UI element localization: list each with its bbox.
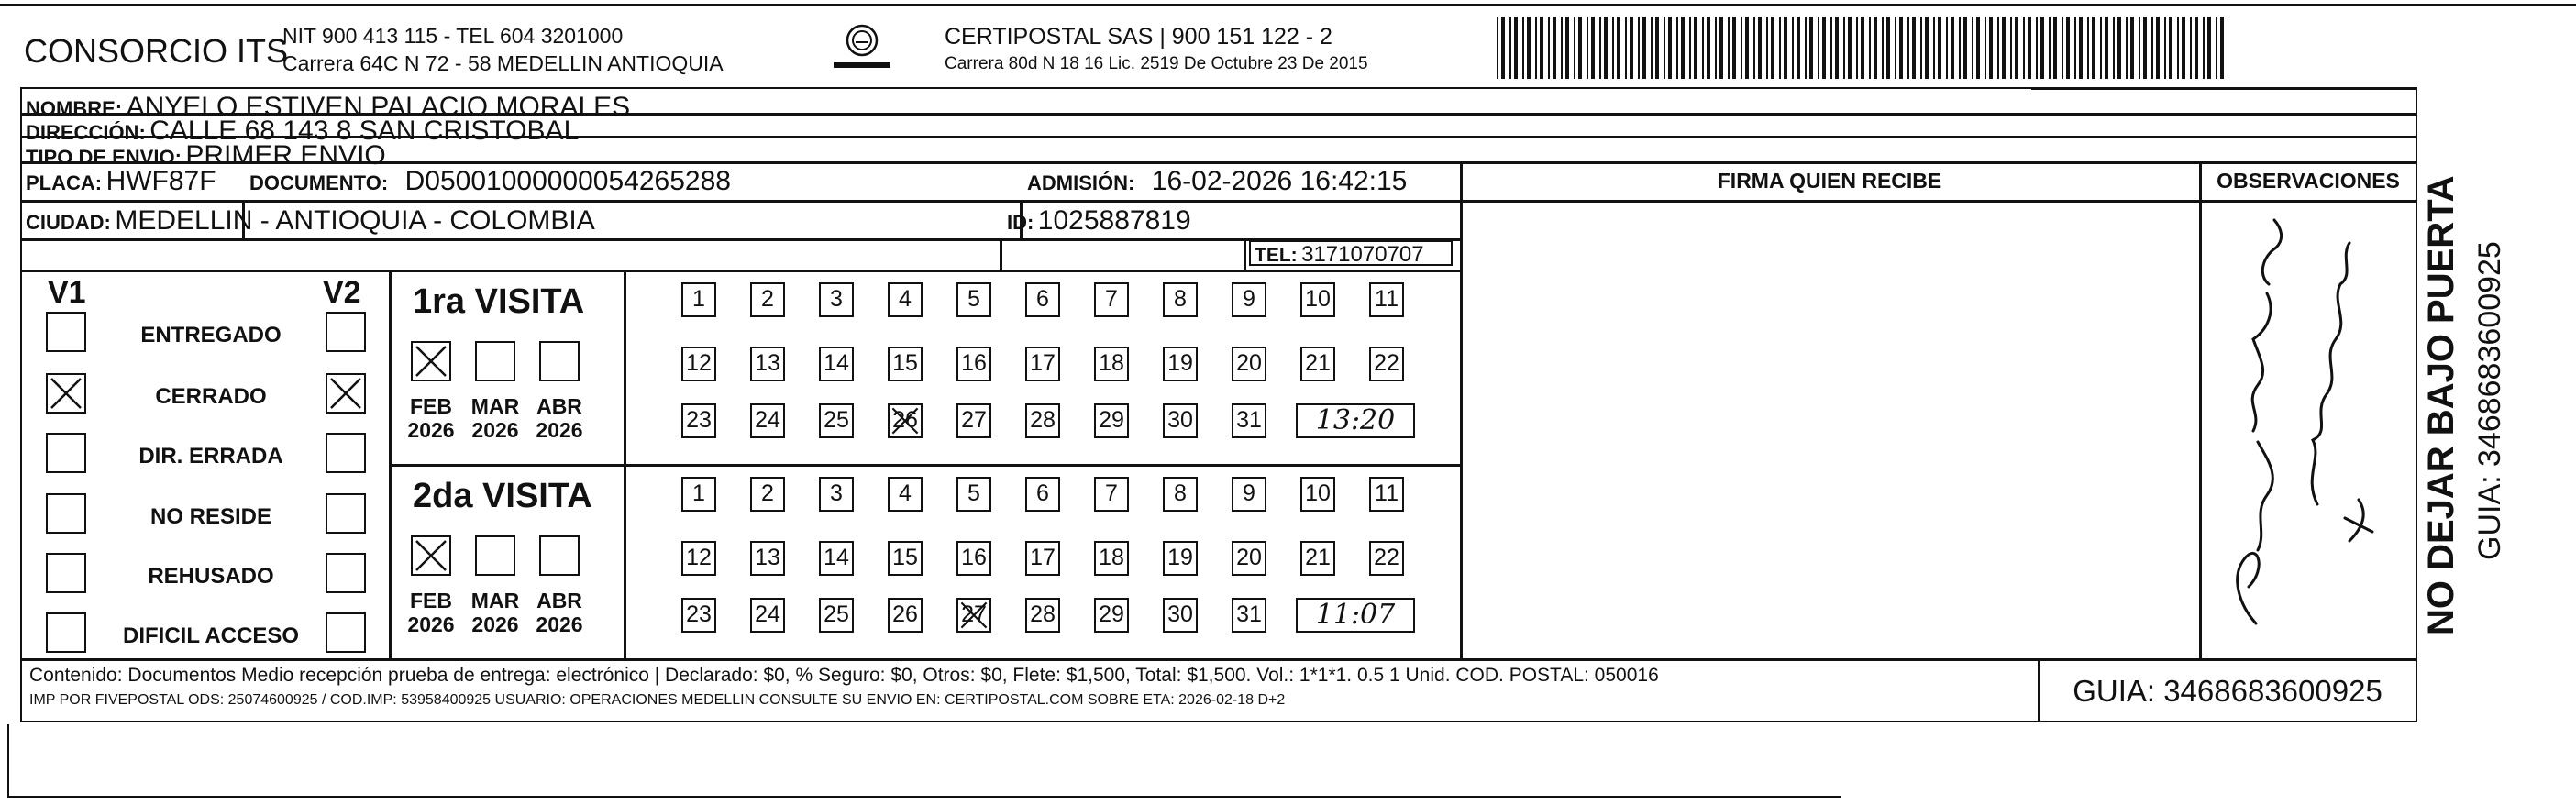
day-box[interactable]: 18	[1094, 347, 1129, 381]
day-box[interactable]: 12	[681, 347, 716, 381]
v2-checkbox[interactable]	[326, 373, 366, 414]
top-edge	[0, 4, 2576, 6]
month-label: ABR 2026	[536, 394, 583, 443]
documento-value: D05001000000054265288	[404, 166, 731, 196]
footer-contenido: Contenido: Documentos Medio recepción prueba de entrega: electrónico | Declarado: $0, % Seguro: $0, Otros: $0, Flete: $1,500, Total: $1,500. Vol.: 1*1*1. 0.5 1 Unid. COD. POSTAL: 050016	[29, 665, 1659, 686]
day-box[interactable]: 31	[1232, 403, 1266, 438]
day-box[interactable]: 30	[1163, 403, 1198, 438]
day-box[interactable]: 10	[1300, 477, 1335, 512]
v1-header: V1	[48, 275, 86, 310]
firma-header: FIRMA QUIEN RECIBE	[1717, 169, 1942, 193]
day-box[interactable]: 24	[750, 403, 785, 438]
placa-row	[26, 168, 216, 195]
day-box[interactable]: 11	[1369, 282, 1404, 317]
x-mark-icon	[48, 375, 84, 412]
month-label: ABR 2026	[536, 589, 583, 637]
day-box[interactable]: 6	[1025, 282, 1060, 317]
admision-value: 16-02-2026 16:42:15	[1151, 166, 1408, 196]
tipo-label: TIPO DE ENVIO:	[26, 146, 182, 169]
direccion-label: DIRECCIÓN:	[26, 121, 146, 144]
day-box[interactable]: 23	[681, 403, 716, 438]
day-box[interactable]: 4	[888, 282, 923, 317]
day-box[interactable]: 16	[956, 541, 991, 576]
day-box[interactable]: 19	[1163, 541, 1198, 576]
day-box[interactable]: 17	[1025, 347, 1060, 381]
v1-checkbox[interactable]	[46, 312, 86, 352]
tipo-value: PRIMER ENVIO	[185, 140, 386, 171]
footer-imp: IMP POR FIVEPOSTAL ODS: 25074600925 / COD.IMP: 53958400925 USUARIO: OPERACIONES MEDELLIN CONSULTE SU ENVIO EN: CERTIPOSTAL.COM SOBRE ETA: 2026-02-18 D+2	[29, 692, 1286, 708]
company-name: CONSORCIO ITS	[24, 32, 289, 70]
day-box[interactable]: 14	[819, 541, 854, 576]
v2-checkbox[interactable]	[326, 553, 366, 593]
visit-title: 1ra VISITA	[413, 282, 585, 321]
month-checkbox[interactable]	[475, 341, 515, 381]
handwriting-icon	[2203, 202, 2414, 655]
day-box[interactable]: 10	[1300, 282, 1335, 317]
day-box[interactable]: 17	[1025, 541, 1060, 576]
month-checkbox[interactable]	[539, 535, 580, 576]
certipostal-logo-icon	[821, 22, 903, 77]
barcode	[1497, 17, 2230, 79]
frame-top-right	[2031, 87, 2417, 90]
day-box[interactable]: 9	[1232, 477, 1266, 512]
day-box[interactable]: 24	[750, 598, 785, 633]
bottom-edge	[7, 796, 1841, 798]
placa-label: PLACA:	[26, 171, 103, 194]
placa-value: HWF87F	[105, 166, 216, 196]
v2-header: V2	[323, 275, 361, 310]
day-box[interactable]: 2	[750, 282, 785, 317]
admision-label: ADMISIÓN:	[1027, 171, 1135, 194]
day-box[interactable]: 25	[819, 598, 854, 633]
signature-area[interactable]	[1464, 202, 2195, 655]
status-label: DIFICIL ACCESO	[122, 623, 299, 648]
v2-checkbox[interactable]	[326, 312, 366, 352]
day-box[interactable]: 4	[888, 477, 923, 512]
day-box[interactable]: 28	[1025, 598, 1060, 633]
carrier-name: CERTIPOSTAL SAS | 900 151 122 - 2	[945, 24, 1332, 50]
v2-checkbox[interactable]	[326, 433, 366, 473]
v1-checkbox[interactable]	[46, 553, 86, 593]
day-box[interactable]: 26	[888, 598, 923, 633]
v2-checkbox[interactable]	[326, 493, 366, 534]
day-box[interactable]: 27	[956, 598, 991, 633]
day-box[interactable]: 6	[1025, 477, 1060, 512]
month-label: MAR 2026	[470, 589, 520, 637]
v1-checkbox[interactable]	[46, 493, 86, 534]
day-box[interactable]: 5	[956, 282, 991, 317]
ciudad-label: CIUDAD:	[26, 211, 111, 234]
day-box[interactable]: 22	[1369, 541, 1404, 576]
id-label: ID:	[1007, 211, 1034, 234]
day-box[interactable]: 14	[819, 347, 854, 381]
ciudad-value: MEDELLIN - ANTIOQUIA - COLOMBIA	[115, 205, 595, 236]
footer-guia: GUIA: 3468683600925	[2073, 674, 2383, 708]
day-box[interactable]: 23	[681, 598, 716, 633]
day-box[interactable]: 9	[1232, 282, 1266, 317]
day-box[interactable]: 13	[750, 347, 785, 381]
month-label: FEB 2026	[407, 394, 455, 443]
tel-row	[1255, 244, 1424, 266]
status-label: NO RESIDE	[149, 504, 272, 529]
side-guia: GUIA: 3468683600925	[2472, 241, 2507, 560]
time-box[interactable]: 11:07	[1296, 598, 1415, 633]
day-box[interactable]: 16	[956, 347, 991, 381]
no-dejar-text: NO DEJAR BAJO PUERTA	[2421, 175, 2461, 635]
day-box[interactable]: 22	[1369, 347, 1404, 381]
id-row	[1007, 207, 1191, 235]
day-box[interactable]: 3	[819, 477, 854, 512]
nombre-label: NOMBRE:	[26, 97, 123, 120]
status-label: ENTREGADO	[140, 323, 282, 347]
day-box[interactable]: 5	[956, 477, 991, 512]
day-box[interactable]: 7	[1094, 477, 1129, 512]
day-box[interactable]: 15	[888, 541, 923, 576]
day-box[interactable]: 21	[1300, 347, 1335, 381]
admision-row	[1027, 168, 1407, 195]
day-box[interactable]: 1	[681, 282, 716, 317]
documento-label: DOCUMENTO:	[249, 171, 389, 194]
month-checkbox[interactable]	[539, 341, 580, 381]
documento-row	[249, 168, 731, 195]
tel-value: 3171070707	[1301, 242, 1424, 267]
v1-checkbox[interactable]	[46, 433, 86, 473]
x-mark-icon	[413, 343, 449, 380]
day-box[interactable]: 3	[819, 282, 854, 317]
day-box[interactable]: 20	[1232, 541, 1266, 576]
day-box[interactable]: 11	[1369, 477, 1404, 512]
day-box[interactable]: 8	[1163, 282, 1198, 317]
v1-checkbox[interactable]	[46, 373, 86, 414]
observaciones-header: OBSERVACIONES	[2217, 169, 2400, 193]
day-box[interactable]: 8	[1163, 477, 1198, 512]
day-box[interactable]: 25	[819, 403, 854, 438]
day-box[interactable]: 13	[750, 541, 785, 576]
company-nit-tel: NIT 900 413 115 - TEL 604 3201000	[282, 24, 624, 48]
day-box[interactable]: 18	[1094, 541, 1129, 576]
status-label: REHUSADO	[148, 564, 274, 589]
day-box[interactable]: 2	[750, 477, 785, 512]
company-address: Carrera 64C N 72 - 58 MEDELLIN ANTIOQUIA	[282, 51, 724, 75]
handwritten-note	[2203, 202, 2414, 655]
day-box[interactable]: 28	[1025, 403, 1060, 438]
nombre-value: ANYELO ESTIVEN PALACIO MORALES	[126, 92, 631, 122]
x-mark-icon	[890, 405, 921, 436]
x-mark-icon	[413, 537, 449, 574]
day-box[interactable]: 30	[1163, 598, 1198, 633]
barcode-icon	[1497, 17, 2230, 79]
certipostal-logo	[821, 22, 903, 77]
v1-checkbox[interactable]	[46, 612, 86, 653]
direccion-value: CALLE 68 143 8 SAN CRISTOBAL	[149, 116, 580, 146]
v2-checkbox[interactable]	[326, 612, 366, 653]
day-box[interactable]: 29	[1094, 403, 1129, 438]
ciudad-row	[26, 207, 595, 235]
month-label: MAR 2026	[470, 394, 520, 443]
carrier-license: Carrera 80d N 18 16 Lic. 2519 De Octubre 23 De 2015	[945, 54, 1368, 73]
tel-label: TEL:	[1255, 245, 1298, 266]
left-edge	[7, 724, 9, 798]
month-label: FEB 2026	[407, 589, 455, 637]
day-box[interactable]: 19	[1163, 347, 1198, 381]
day-box[interactable]: 29	[1094, 598, 1129, 633]
day-box[interactable]: 1	[681, 477, 716, 512]
x-mark-icon	[958, 600, 989, 631]
day-box[interactable]: 26	[888, 403, 923, 438]
x-mark-icon	[327, 375, 364, 412]
day-box[interactable]: 27	[956, 403, 991, 438]
status-label: CERRADO	[155, 384, 267, 409]
day-box[interactable]: 31	[1232, 598, 1266, 633]
time-box[interactable]: 13:20	[1296, 403, 1415, 438]
day-box[interactable]: 21	[1300, 541, 1335, 576]
day-box[interactable]: 15	[888, 347, 923, 381]
visit-title: 2da VISITA	[413, 477, 592, 515]
month-checkbox[interactable]	[411, 341, 451, 381]
day-box[interactable]: 12	[681, 541, 716, 576]
id-value: 1025887819	[1037, 205, 1191, 236]
day-box[interactable]: 20	[1232, 347, 1266, 381]
month-checkbox[interactable]	[411, 535, 451, 576]
status-label: DIR. ERRADA	[138, 444, 283, 469]
month-checkbox[interactable]	[475, 535, 515, 576]
day-box[interactable]: 7	[1094, 282, 1129, 317]
